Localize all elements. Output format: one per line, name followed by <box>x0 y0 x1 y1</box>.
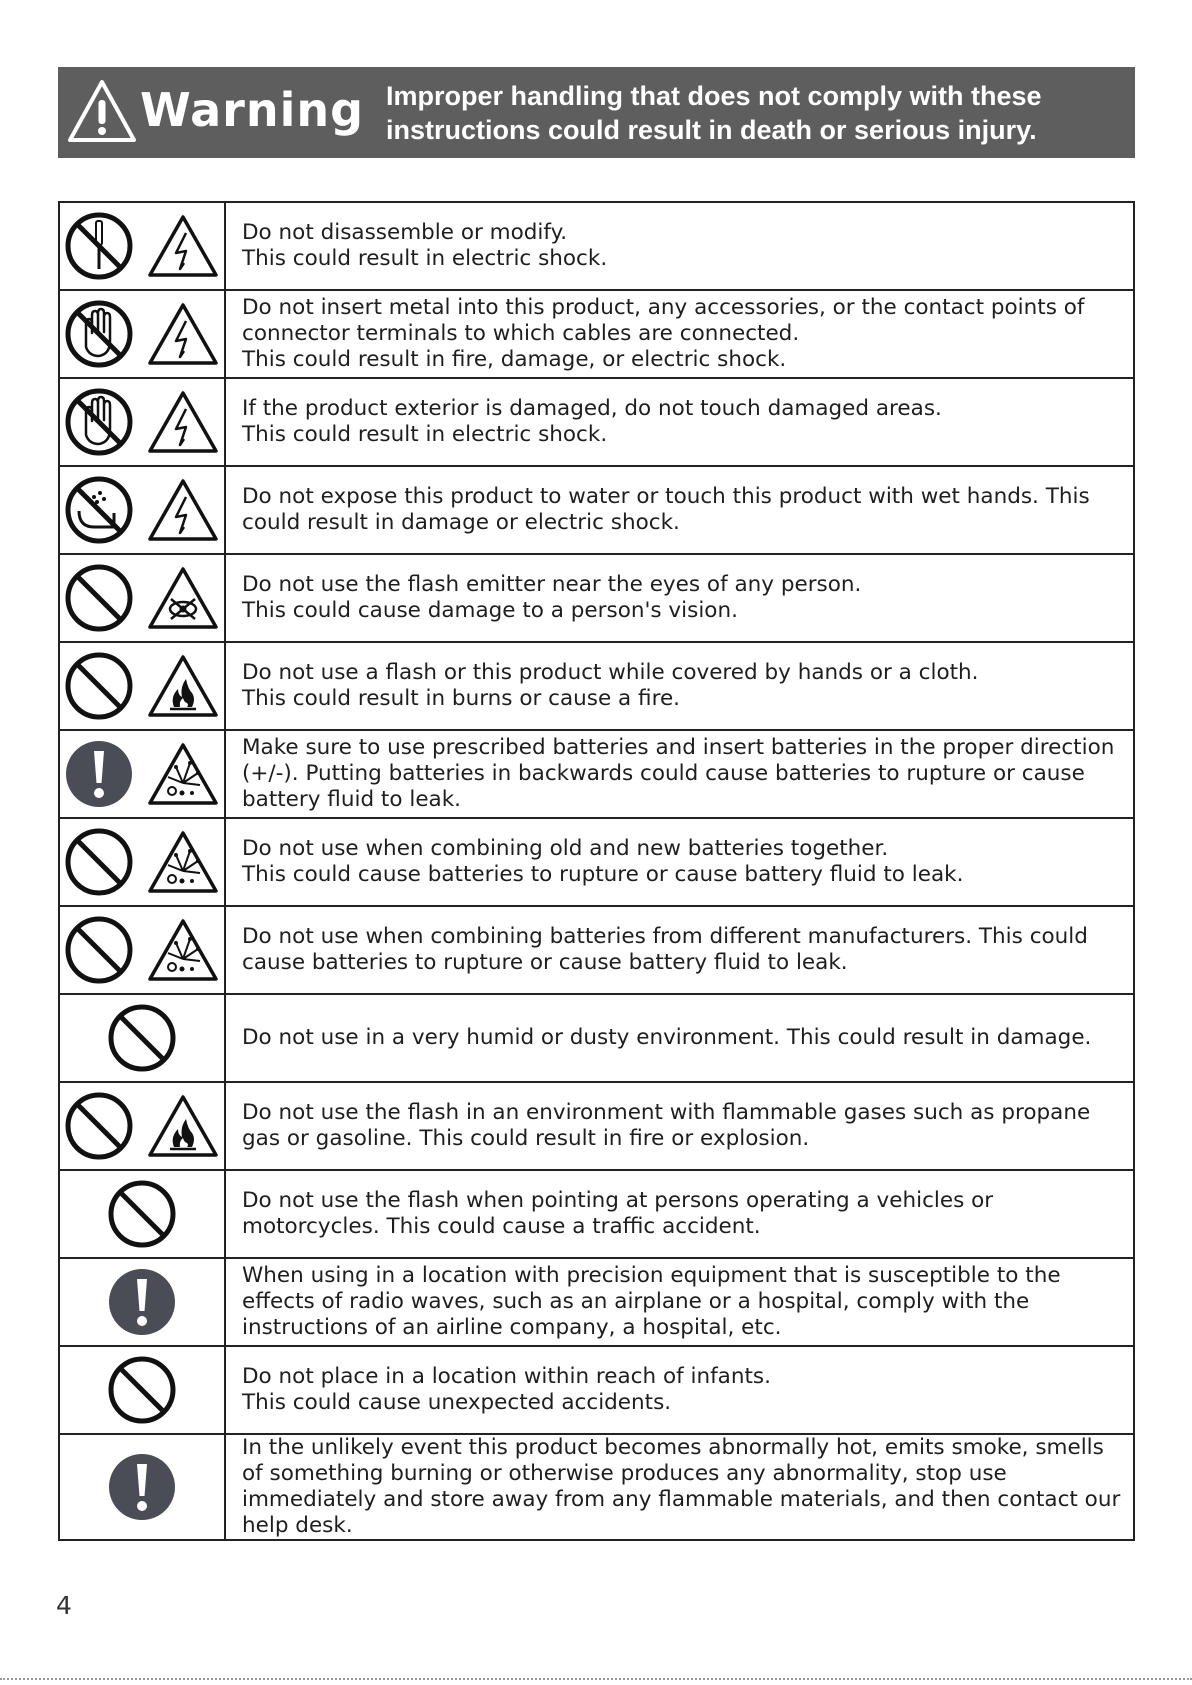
warning-row-text <box>225 1082 1134 1170</box>
warning-text-line: Do not expose this product to water or touch this product with wet hands. This could result in damage or electric shock. <box>242 484 1090 535</box>
warning-row-text <box>225 730 1134 818</box>
warning-row <box>59 818 1134 906</box>
warning-text-line: Do not insert metal into this product, any accessories, or the contact points of connector terminals to which cables are connected. <box>242 295 1085 346</box>
warning-title: Warning <box>140 83 365 137</box>
mandatory-icon <box>107 1452 177 1522</box>
warning-row <box>59 642 1134 730</box>
warning-row <box>59 378 1134 466</box>
warning-row-text <box>225 818 1134 906</box>
warning-text-line: This could result in electric shock. <box>242 246 608 271</box>
warning-text-line: Do not place in a location within reach of infants. <box>242 1364 771 1389</box>
warning-row-icons <box>59 994 225 1082</box>
prohibit-icon <box>64 1091 134 1161</box>
warning-text-line: If the product exterior is damaged, do not touch damaged areas. <box>242 396 942 421</box>
fire-icon <box>146 653 220 719</box>
warning-text-line: Do not use a flash or this product while covered by hands or a cloth. <box>242 660 979 685</box>
warning-row-icons <box>59 906 225 994</box>
battery-rupture-icon <box>146 741 220 807</box>
prohibit-icon <box>64 827 134 897</box>
prohibit-icon <box>107 1003 177 1073</box>
warning-text-line: Do not use the flash emitter near the eyes of any person. <box>242 572 862 597</box>
warning-text-line: This could cause batteries to rupture or cause battery fluid to leak. <box>242 862 964 887</box>
battery-rupture-icon <box>146 829 220 895</box>
warning-row-icons <box>59 730 225 818</box>
warning-text-line: Do not use when combining old and new batteries together. <box>242 836 889 861</box>
warning-row-icons <box>59 1258 225 1346</box>
electric-shock-icon <box>146 213 220 279</box>
warning-description: Improper handling that does not comply with these instructions could result in death or serious injury. <box>386 81 1042 145</box>
warning-row-text <box>225 290 1134 378</box>
warning-row-icons <box>59 1434 225 1540</box>
prohibit-disassemble-icon <box>64 211 134 281</box>
page-bottom-rule <box>0 1678 1192 1680</box>
eye-damage-icon <box>146 565 220 631</box>
warning-text-line: Do not use when combining batteries from different manufacturers. This could cause batteries to rupture or cause battery fluid to leak. <box>242 924 1088 975</box>
warning-text-line: When using in a location with precision equipment that is susceptible to the effects of radio waves, such as an airplane or a hospital, comply with the instructions of an airline company, a hospital, etc. <box>242 1263 1061 1340</box>
warning-row-text <box>225 554 1134 642</box>
fire-icon <box>146 1093 220 1159</box>
page-number: 4 <box>56 1591 72 1620</box>
warning-row-text <box>225 1170 1134 1258</box>
warning-row <box>59 994 1134 1082</box>
warning-table <box>58 201 1135 1541</box>
warning-row-text <box>225 1434 1134 1540</box>
prohibit-icon <box>64 651 134 721</box>
warning-row <box>59 730 1134 818</box>
electric-shock-icon <box>146 389 220 455</box>
warning-row-text <box>225 994 1134 1082</box>
warning-row-icons <box>59 290 225 378</box>
warning-row <box>59 290 1134 378</box>
warning-row <box>59 1082 1134 1170</box>
warning-row-icons <box>59 1346 225 1434</box>
warning-row-text <box>225 1258 1134 1346</box>
warning-row <box>59 1258 1134 1346</box>
electric-shock-icon <box>146 477 220 543</box>
warning-row-icons <box>59 1170 225 1258</box>
warning-text-line: In the unlikely event this product becomes abnormally hot, emits smoke, smells of something burning or otherwise produces any abnormality, stop use immediately and store away from any flammable materials, and then contact our help desk. <box>242 1435 1121 1538</box>
warning-row-icons <box>59 818 225 906</box>
prohibit-water-icon <box>64 475 134 545</box>
warning-row-text <box>225 202 1134 290</box>
warning-text-line: This could cause damage to a person's vision. <box>242 598 738 623</box>
mandatory-icon <box>64 739 134 809</box>
warning-row-icons <box>59 466 225 554</box>
warning-row-icons <box>59 642 225 730</box>
warning-row-icons <box>59 378 225 466</box>
warning-row-text <box>225 642 1134 730</box>
warning-row-icons <box>59 1082 225 1170</box>
warning-row-icons <box>59 554 225 642</box>
warning-triangle-icon <box>66 78 138 144</box>
warning-text-line: This could result in electric shock. <box>242 422 608 447</box>
warning-row-text <box>225 906 1134 994</box>
warning-row-text <box>225 466 1134 554</box>
warning-row <box>59 466 1134 554</box>
warning-row <box>59 202 1134 290</box>
mandatory-icon <box>107 1267 177 1337</box>
prohibit-icon <box>64 563 134 633</box>
warning-text-line: Do not disassemble or modify. <box>242 220 568 245</box>
warning-row <box>59 1170 1134 1258</box>
warning-row <box>59 1346 1134 1434</box>
warning-text-line: Make sure to use prescribed batteries and insert batteries in the proper direction (+/-). Putting batteries in backwards could cause batteries to rupture or cause battery fluid to leak. <box>242 735 1115 812</box>
prohibit-touch-icon <box>64 299 134 369</box>
warning-text-line: Do not use the flash in an environment with flammable gases such as propane gas or gasoline. This could result in fire or explosion. <box>242 1100 1091 1151</box>
warning-row <box>59 554 1134 642</box>
warning-text-line: This could result in fire, damage, or electric shock. <box>242 347 787 372</box>
warning-text-line: This could result in burns or cause a fire. <box>242 686 681 711</box>
warning-text-line: Do not use the flash when pointing at persons operating a vehicles or motorcycles. This could cause a traffic accident. <box>242 1188 994 1239</box>
battery-rupture-icon <box>146 917 220 983</box>
warning-row-text <box>225 378 1134 466</box>
warning-banner <box>58 67 1135 158</box>
prohibit-icon <box>64 915 134 985</box>
prohibit-touch-icon <box>64 387 134 457</box>
prohibit-icon <box>107 1355 177 1425</box>
warning-row-text <box>225 1346 1134 1434</box>
electric-shock-icon <box>146 301 220 367</box>
warning-text-line: Do not use in a very humid or dusty environment. This could result in damage. <box>242 1025 1092 1050</box>
warning-row <box>59 1434 1134 1540</box>
warning-row <box>59 906 1134 994</box>
warning-text-line: This could cause unexpected accidents. <box>242 1390 672 1415</box>
warning-row-icons <box>59 202 225 290</box>
prohibit-icon <box>107 1179 177 1249</box>
